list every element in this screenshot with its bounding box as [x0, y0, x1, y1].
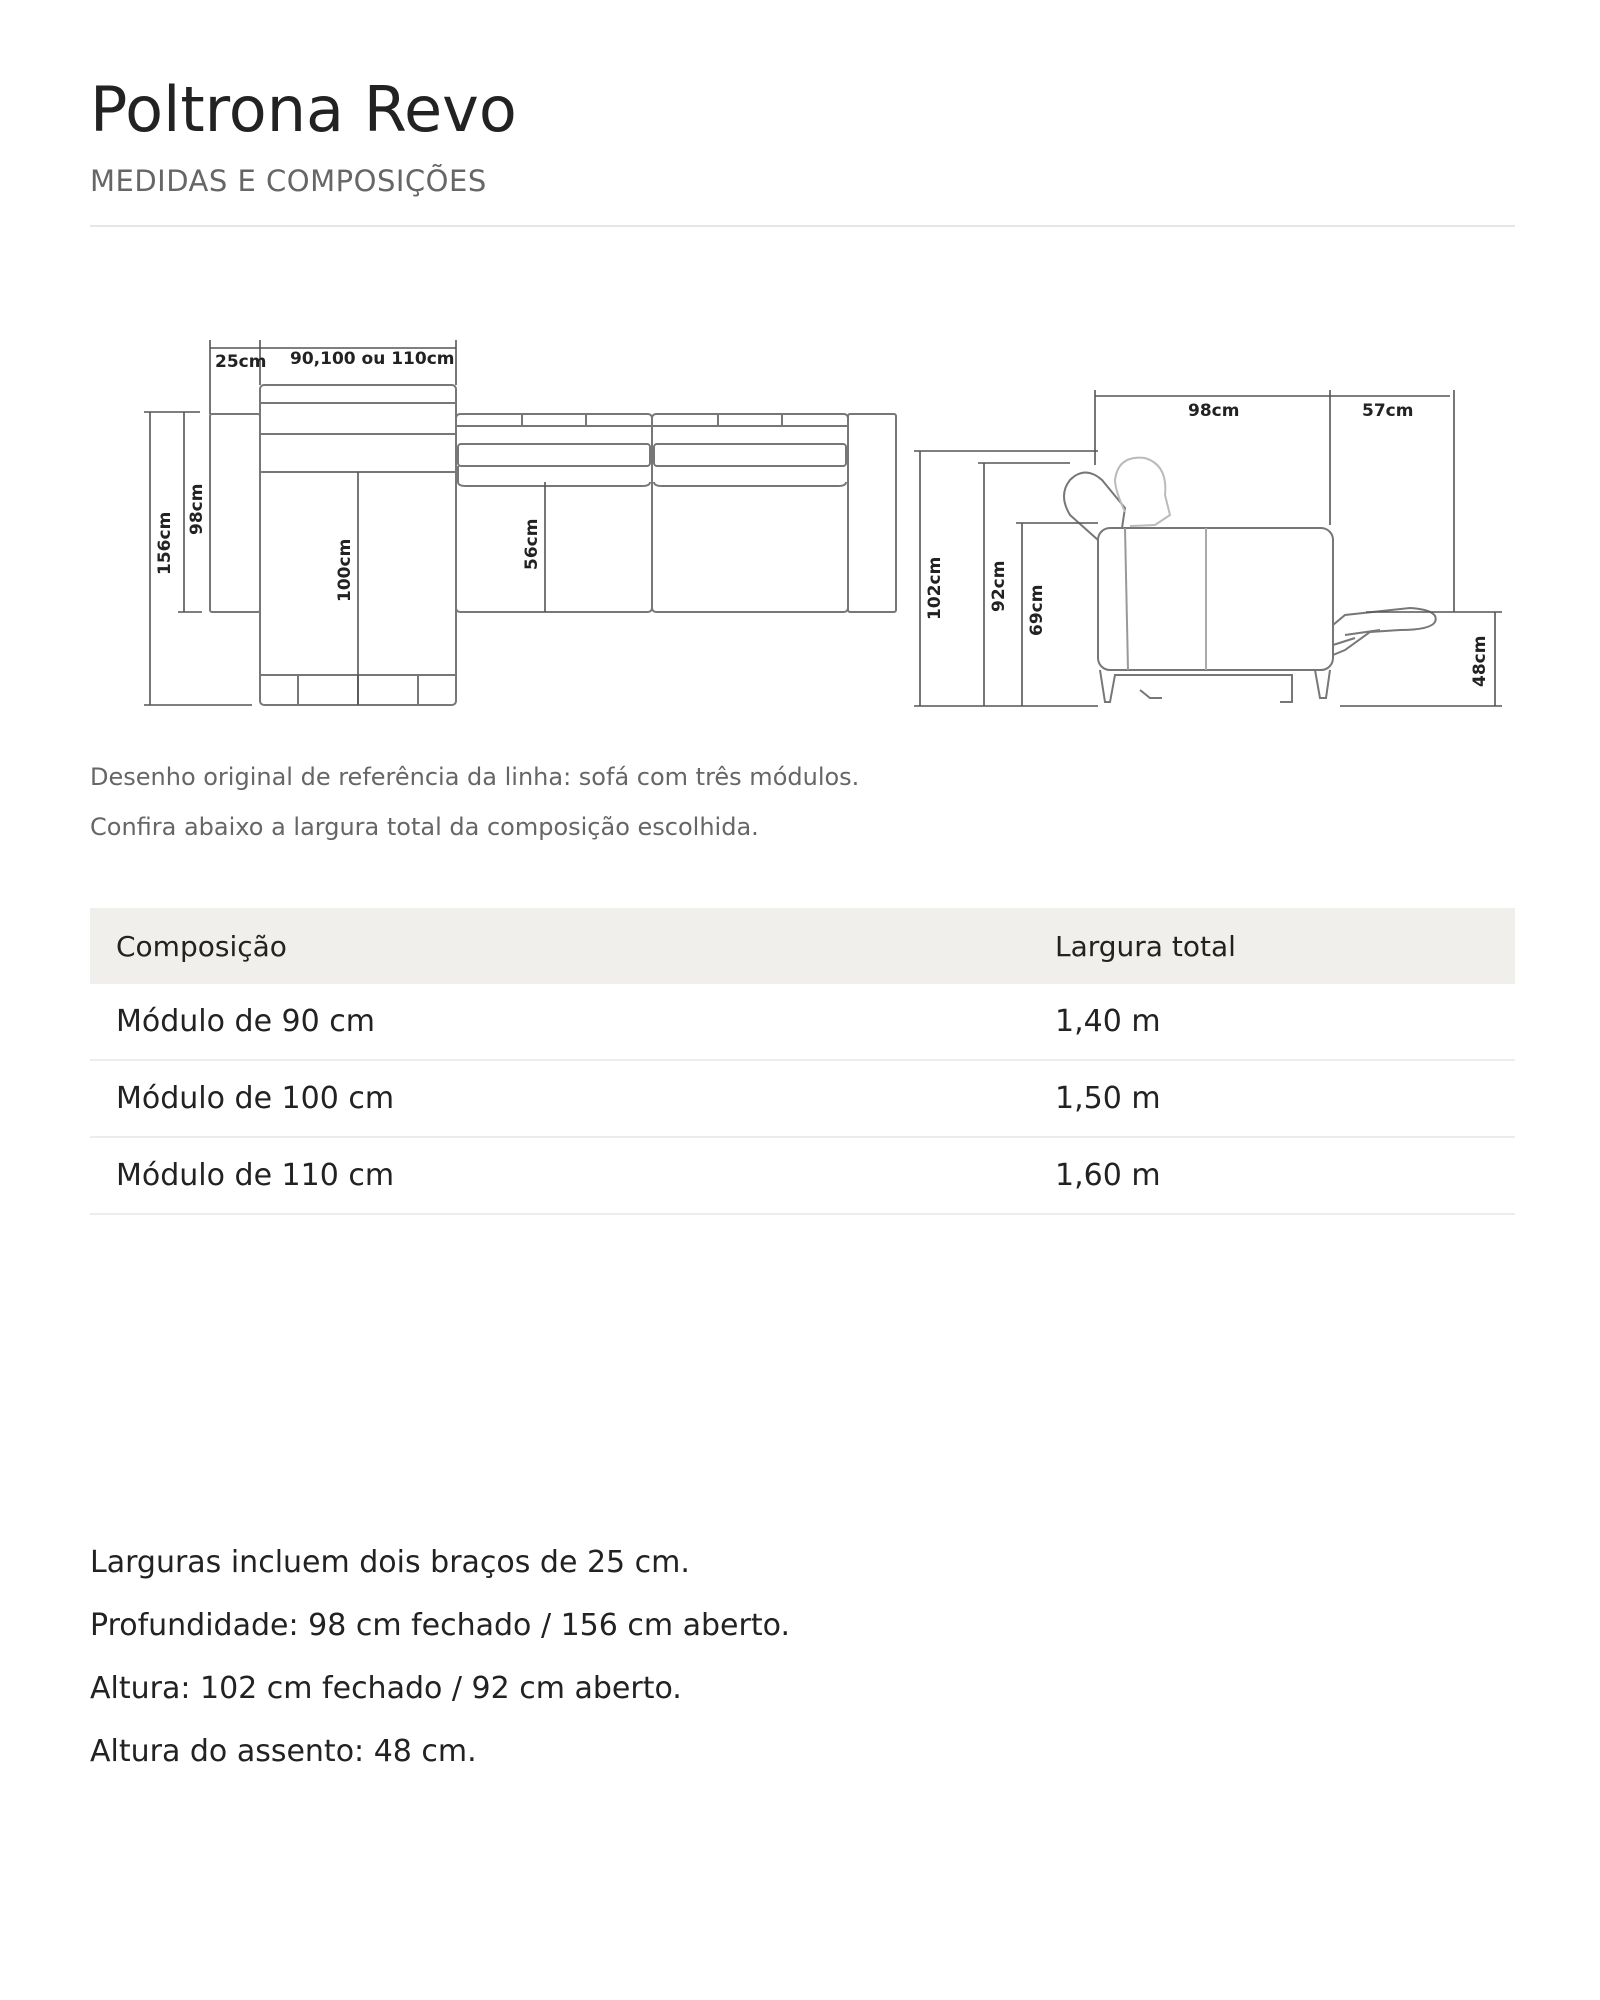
dim-arm-width: 25cm	[215, 352, 267, 372]
table-row	[90, 984, 1515, 1060]
cell-composition: Módulo de 100 cm	[90, 1060, 1055, 1137]
caption-instruction: Confira abaixo a largura total da composição escolhida.	[90, 813, 759, 841]
side-view-dimension-lines	[914, 390, 1502, 706]
dim-module-width: 90,100 ou 110cm	[290, 349, 455, 369]
dim-depth-closed: 98cm	[187, 483, 207, 535]
page-title: Poltrona Revo	[90, 73, 517, 146]
dim-footrest-extension: 57cm	[1362, 401, 1414, 421]
dim-seat-depth: 56cm	[522, 518, 542, 570]
note-widths: Larguras incluem dois braços de 25 cm.	[90, 1545, 690, 1580]
dimension-drawing	[140, 330, 1510, 715]
drawing-captions	[90, 762, 1515, 862]
dim-total-depth-open: 156cm	[155, 511, 175, 575]
cell-composition: Módulo de 110 cm	[90, 1137, 1055, 1214]
cell-width: 1,60 m	[1055, 1137, 1515, 1214]
dimension-drawing-svg	[140, 330, 1510, 715]
caption-reference: Desenho original de referência da linha: sofá com três módulos.	[90, 763, 860, 791]
dim-height-closed: 102cm	[925, 556, 945, 620]
side-view-recliner	[1064, 458, 1436, 702]
note-depth: Profundidade: 98 cm fechado / 156 cm aberto.	[90, 1608, 790, 1643]
top-view-sofa	[210, 385, 896, 705]
dim-module-depth: 100cm	[335, 538, 355, 602]
dimension-notes	[90, 1543, 1515, 1795]
cell-composition: Módulo de 90 cm	[90, 984, 1055, 1060]
column-header-composition: Composição	[90, 908, 1055, 984]
cell-width: 1,40 m	[1055, 984, 1515, 1060]
note-seat-height: Altura do assento: 48 cm.	[90, 1734, 477, 1769]
page-header	[90, 72, 1515, 198]
cell-width: 1,50 m	[1055, 1060, 1515, 1137]
table-row	[90, 1137, 1515, 1214]
table-header-row	[90, 908, 1515, 984]
table-row	[90, 1060, 1515, 1137]
dim-seat-height: 48cm	[1470, 635, 1490, 687]
dim-side-depth: 98cm	[1188, 401, 1240, 421]
note-height: Altura: 102 cm fechado / 92 cm aberto.	[90, 1671, 682, 1706]
header-divider	[90, 225, 1515, 227]
dim-height-open: 92cm	[989, 560, 1009, 612]
dim-arm-height: 69cm	[1027, 584, 1047, 636]
composition-table	[90, 908, 1515, 1215]
column-header-width: Largura total	[1055, 908, 1515, 984]
page-subtitle: MEDIDAS E COMPOSIÇÕES	[90, 164, 487, 198]
